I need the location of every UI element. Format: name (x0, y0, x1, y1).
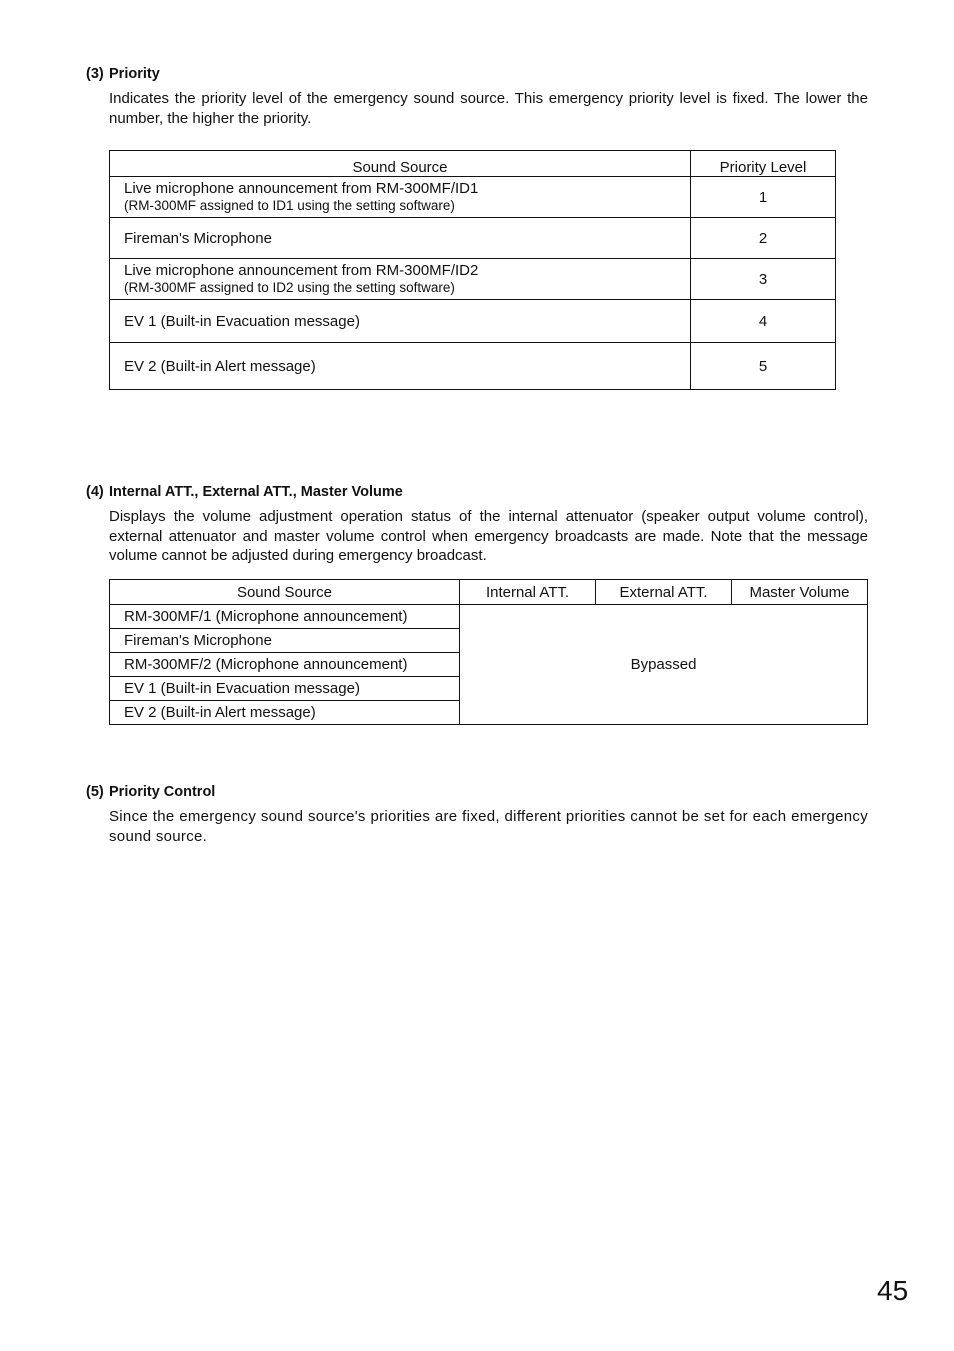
sound-source-label: Live microphone announcement from RM-300MF/ID2 (124, 262, 479, 279)
priority-level-cell: 2 (691, 218, 836, 259)
column-header-sound-source: Sound Source (110, 151, 691, 177)
section-number: (3) (86, 66, 104, 82)
priority-level-cell: 3 (691, 259, 836, 300)
section-number: (5) (86, 784, 104, 800)
sound-source-label: EV 1 (Built-in Evacuation message) (124, 312, 360, 330)
section-title: Priority Control (109, 784, 216, 800)
table-row (110, 300, 836, 343)
sound-source-cell (110, 259, 691, 300)
priority-level-cell: 1 (691, 177, 836, 218)
sound-source-note: (RM-300MF assigned to ID1 using the setting software) (124, 198, 455, 213)
column-header-priority-level: Priority Level (691, 151, 836, 177)
sound-source-cell (110, 300, 691, 343)
section-title: Priority (109, 66, 160, 82)
table-row (110, 259, 836, 300)
column-header-master-volume: Master Volume (732, 580, 868, 605)
section-description: Displays the volume adjustment operation status of the internal attenuator (speaker output volume control), external attenuator and master volume control when emergency broadcasts are made. Note that the message volume cannot be adjusted during emergency broadcast. (109, 508, 868, 564)
sound-source-cell: EV 1 (Built-in Evacuation message) (110, 677, 460, 701)
sound-source-cell: RM-300MF/1 (Microphone announcement) (110, 605, 460, 629)
sound-source-cell (110, 177, 691, 218)
sound-source-cell: EV 2 (Built-in Alert message) (110, 701, 460, 725)
table-row (110, 218, 836, 259)
column-header-sound-source: Sound Source (110, 580, 460, 605)
bypassed-cell: Bypassed (460, 605, 868, 725)
volume-table (109, 579, 868, 725)
sound-source-cell (110, 218, 691, 259)
sound-source-label: EV 2 (Built-in Alert message) (124, 357, 316, 375)
column-header-external-att: External ATT. (596, 580, 732, 605)
priority-table (109, 150, 836, 390)
sound-source-cell: RM-300MF/2 (Microphone announcement) (110, 653, 460, 677)
table-row (110, 343, 836, 390)
section-number: (4) (86, 484, 104, 500)
sound-source-cell: Fireman's Microphone (110, 629, 460, 653)
priority-level-cell: 4 (691, 300, 836, 343)
section-description: Indicates the priority level of the emergency sound source. This emergency priority level is fixed. The lower the number, the higher the priority. (109, 90, 868, 127)
table-row (110, 177, 836, 218)
section-description: Since the emergency sound source's priorities are fixed, different priorities cannot be set for each emergency sound source. (109, 808, 868, 845)
sound-source-label: Fireman's Microphone (124, 229, 272, 247)
page-number: 45 (877, 1275, 909, 1306)
sound-source-note: (RM-300MF assigned to ID2 using the setting software) (124, 280, 455, 295)
section-title: Internal ATT., External ATT., Master Volume (109, 484, 403, 500)
priority-level-cell: 5 (691, 343, 836, 390)
sound-source-cell (110, 343, 691, 390)
table-row (110, 605, 868, 629)
sound-source-label: Live microphone announcement from RM-300MF/ID1 (124, 180, 479, 197)
column-header-internal-att: Internal ATT. (460, 580, 596, 605)
